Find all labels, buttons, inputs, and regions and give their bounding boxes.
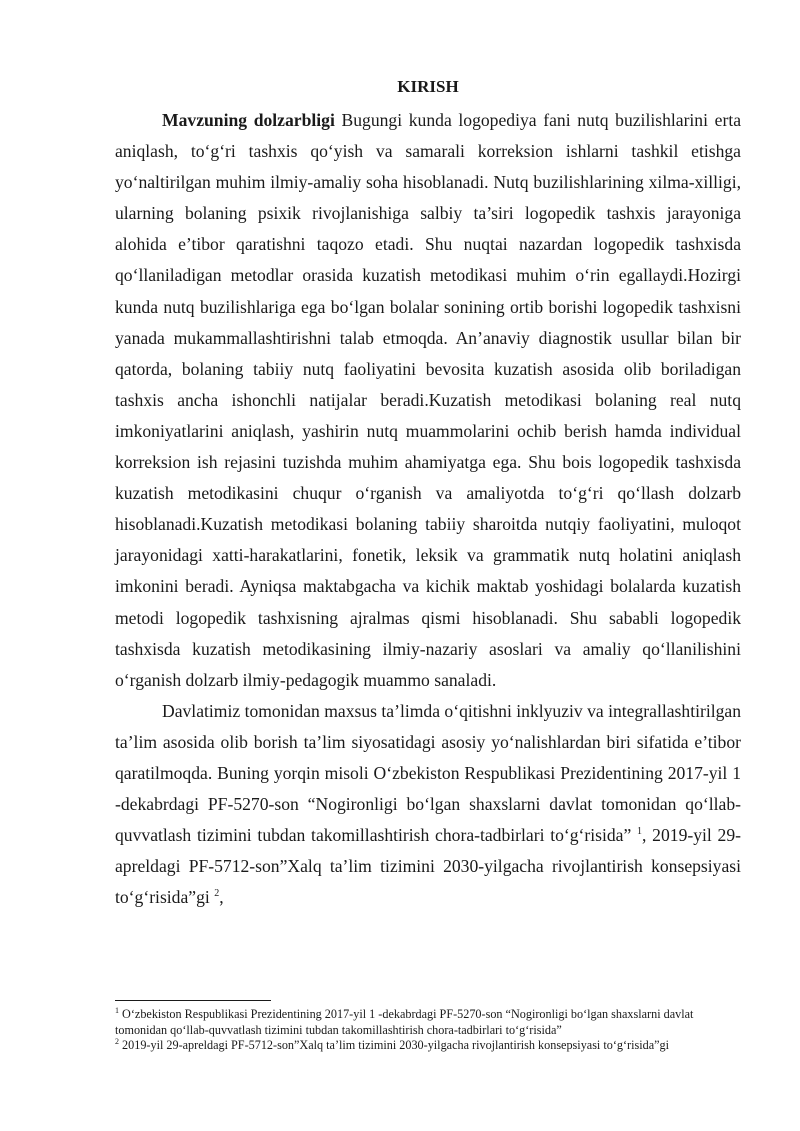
footnote-1: [115, 1007, 741, 1038]
policy-paragraph: [115, 696, 741, 914]
policy-paragraph-text-b: , 2019-yil 29-apreldagi PF-5712-son”Xalq ta’lim tizimini 2030-yilgacha rivojlantirish konsepsiyasi to‘g‘risida”gi: [115, 825, 741, 908]
footnote-text-1: O‘zbekiston Respublikasi Prezidentining 2017-yil 1 -dekabrdagi PF-5270-son “Nogironligi bo‘lgan shaxslarni davlat tomonidan qo‘llab-quvvatlash tizimini tubdan takomillashtirish chora-tadbirlari to‘g‘risida”: [115, 1007, 694, 1037]
lead-phrase: Mavzuning dolzarbligi: [162, 110, 335, 130]
footnotes: [115, 1007, 741, 1054]
footnote-mark-2: 2: [115, 1037, 119, 1047]
footnote-separator: [115, 1000, 271, 1001]
intro-paragraph-text: Bugungi kunda logopediya fani nutq buzilishlarini erta aniqlash, to‘g‘ri tashxis qo‘yish va samarali korreksion ishlarni tashkil etishga yo‘naltirilgan muhim ilmiy-amaliy soha hisoblanadi. Nutq buzilishlarining xilma-xilligi, ularning bolaning psixik rivojlanishiga salbiy ta’siri logopedik tashxis jarayoniga alohida e’tibor qaratishni taqozo etadi. Shu nuqtai nazardan logopedik tashxisda qo‘llaniladigan metodlar orasida kuzatish metodikasi muhim o‘rin egallaydi.Hozirgi kunda nutq buzilishlariga ega bo‘lgan bolalar sonining ortib borishi logopedik tashxisni yanada mukammallashtirishni talab etmoqda. An’anaviy diagnostik usullar bilan bir qatorda, bolaning tabiiy nutq faoliyatini bevosita kuzatish asosida olib boriladigan tashxis ancha ishonchli natijalar beradi.Kuzatish metodikasi bolaning real nutq imkoniyatlarini aniqlash, yashirin nutq muammolarini ochib berish hamda individual korreksion ish rejasini tuzishda muhim ahamiyatga ega. Shu bois logopedik tashxisda kuzatish metodikasini chuqur o‘rganish va amaliyotda to‘g‘ri qo‘llash dolzarb hisoblanadi.Kuzatish metodikasi bolaning tabiiy sharoitda nutqiy faoliyatini, muloqot jarayonidagi xatti-harakatlarini, fonetik, leksik va grammatik nutq holatini aniqlash imkonini beradi. Ayniqsa maktabgacha va kichik maktab yoshidagi bolalarda kuzatish metodi logopedik tashxisning ajralmas qismi hisoblanadi. Shu sababli logopedik tashxisda kuzatish metodikasining ilmiy-nazariy asoslari va amaliy qo‘llanilishini o‘rganish dolzarb ilmiy-pedagogik muammo sanaladi.: [115, 110, 742, 690]
footnote-ref-1[interactable]: 1: [637, 826, 643, 838]
policy-paragraph-text-c: ,: [219, 887, 224, 908]
page-title: KIRISH: [397, 77, 459, 96]
footnote-2: [115, 1038, 741, 1054]
footnote-text-2: 2019-yil 29-apreldagi PF-5712-son”Xalq ta’lim tizimini 2030-yilgacha rivojlantirish konsepsiyasi to‘g‘risida”gi: [119, 1038, 670, 1053]
intro-paragraph: [115, 105, 741, 696]
footnote-mark-1: 1: [115, 1005, 119, 1015]
body-text: [115, 105, 741, 913]
footnote-ref-2[interactable]: 2: [214, 888, 220, 900]
policy-paragraph-text-a: Davlatimiz tomonidan maxsus ta’limda o‘qitishni inklyuziv va integrallashtirilgan ta’lim asosida olib borish ta’lim siyosatidagi asosiy yo‘nalishlardan biri sifatida e’tibor qaratilmoqda. Buning yorqin misoli O‘zbekiston Respublikasi Prezidentining 2017-yil 1 -dekabrdagi PF-5270-son “Nogironligi bo‘lgan shaxslarni davlat tomonidan qo‘llab-quvvatlash tizimini tubdan takomillashtirish chora-tadbirlari to‘g‘risida”: [115, 700, 742, 846]
